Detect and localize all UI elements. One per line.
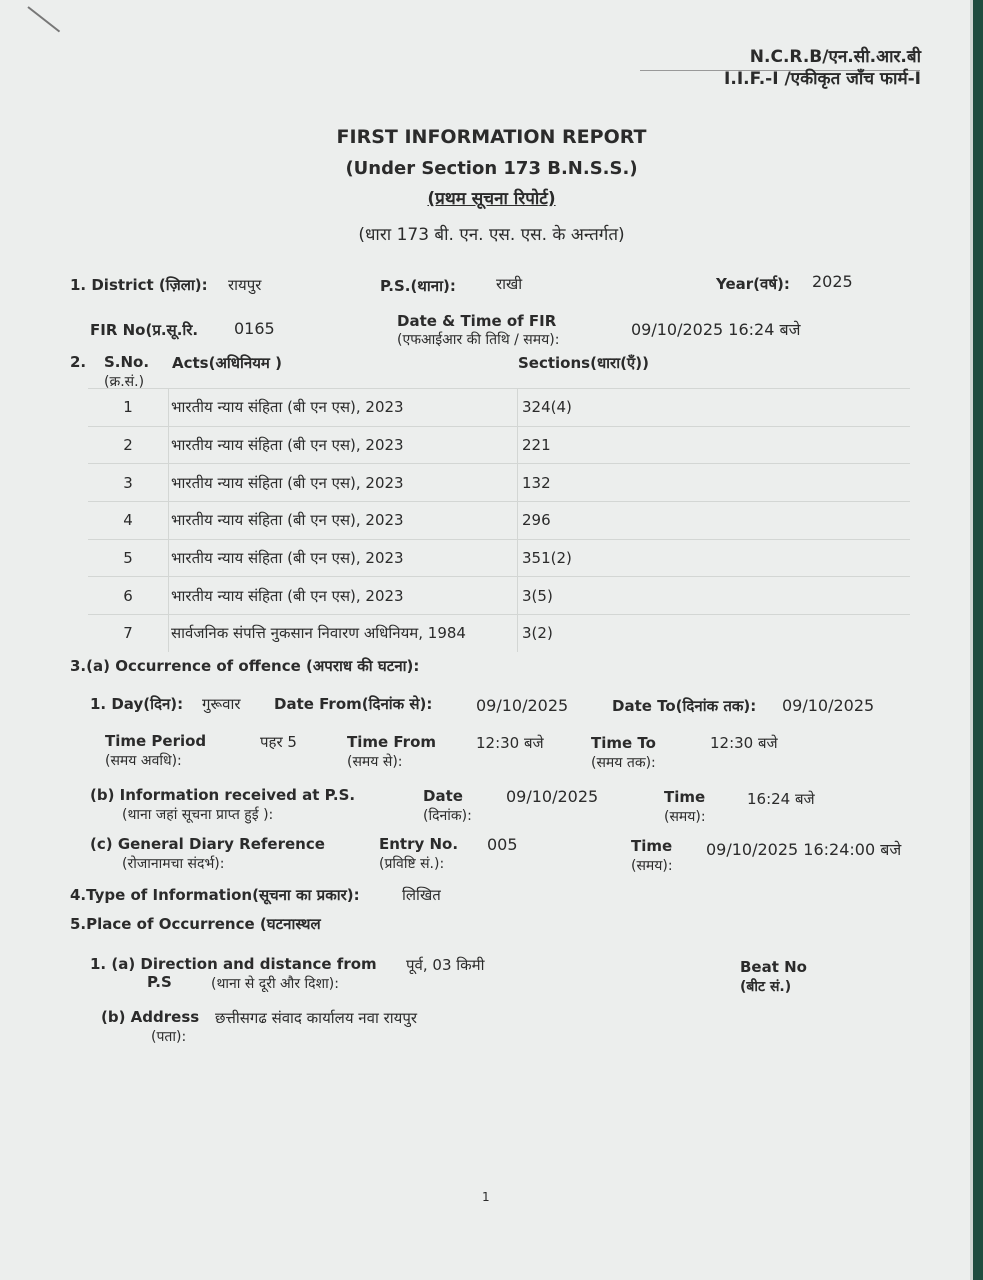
district-value: रायपुर (228, 276, 262, 294)
sections-header: Sections(धारा(एँ)) (518, 354, 649, 372)
acts-table-row (88, 502, 910, 540)
act-section: 296 (518, 502, 911, 540)
time-from-label: Time From (347, 733, 437, 751)
time-to-label: Time To (591, 734, 656, 752)
fir-no-value: 0165 (234, 319, 275, 338)
date-from-label: Date From(दिनांक से): (274, 695, 433, 713)
acts-table-row (88, 577, 910, 615)
acts-table-row (88, 464, 910, 502)
info-date-label: Date (423, 787, 463, 805)
fir-datetime-label-hindi: (एफआईआर की तिथि / समय): (397, 332, 560, 348)
act-name: भारतीय न्याय संहिता (बी एन एस), 2023 (169, 426, 518, 464)
act-section: 3(2) (518, 615, 911, 652)
district-label: 1. District (ज़िला): (70, 276, 208, 294)
act-section: 221 (518, 426, 911, 464)
info-time-value: 16:24 बजे (747, 790, 815, 808)
ps-value: राखी (496, 275, 523, 293)
time-from-value: 12:30 बजे (476, 734, 544, 752)
acts-table-row (88, 615, 910, 652)
page-number: 1 (482, 1190, 490, 1204)
sno-header-hindi: (क्र.सं.) (104, 374, 145, 390)
info-received-label-hindi: (थाना जहां सूचना प्राप्त हुई ): (122, 807, 274, 823)
place-heading: 5.Place of Occurrence (घटनास्थल (70, 915, 321, 933)
date-to-label: Date To(दिनांक तक): (612, 697, 757, 715)
act-name: भारतीय न्याय संहिता (बी एन एस), 2023 (169, 389, 518, 427)
gd-time-label: Time (631, 837, 673, 855)
acts-header: Acts(अधिनियम ) (172, 354, 282, 372)
time-period-label-hindi: (समय अवधि): (105, 753, 182, 769)
date-to-value: 09/10/2025 (782, 696, 875, 715)
report-title-hindi: (प्रथम सूचना रिपोर्ट) (427, 189, 556, 209)
acts-table (88, 388, 910, 652)
act-serial-number: 7 (88, 615, 169, 652)
direction-label-ps: P.S (147, 973, 172, 991)
act-section: 324(4) (518, 389, 911, 427)
iif-header: I.I.F.-I /एकीकृत जाँच फार्म-I (724, 69, 921, 89)
day-value: गुरूवार (202, 695, 241, 713)
report-title: FIRST INFORMATION REPORT (336, 126, 647, 148)
act-serial-number: 3 (88, 464, 169, 502)
type-info-value: लिखित (402, 886, 441, 904)
info-date-value: 09/10/2025 (506, 787, 599, 806)
day-label: 1. Day(दिन): (90, 695, 184, 713)
act-name: सार्वजनिक संपत्ति नुकसान निवारण अधिनियम, 1984 (169, 615, 518, 652)
fir-datetime-label: Date & Time of FIR (397, 312, 557, 330)
ncrb-header: N.C.R.B/एन.सी.आर.बी (749, 47, 921, 67)
date-from-value: 09/10/2025 (476, 696, 569, 715)
info-time-label-hindi: (समय): (664, 809, 706, 825)
direction-label-hindi: (थाना से दूरी और दिशा): (211, 976, 339, 992)
acts-table-row (88, 426, 910, 464)
report-subtitle-hindi: (धारा 173 बी. एन. एस. एस. के अन्तर्गत) (358, 225, 625, 245)
info-time-label: Time (664, 788, 706, 806)
gd-time-value: 09/10/2025 16:24:00 बजे (706, 840, 902, 859)
time-period-label: Time Period (105, 732, 207, 750)
act-serial-number: 4 (88, 502, 169, 540)
act-name: भारतीय न्याय संहिता (बी एन एस), 2023 (169, 464, 518, 502)
gd-entry-label-hindi: (प्रविष्टि सं.): (379, 856, 445, 872)
act-serial-number: 5 (88, 539, 169, 577)
act-serial-number: 2 (88, 426, 169, 464)
year-label: Year(वर्ष): (716, 275, 790, 293)
time-from-label-hindi: (समय से): (347, 754, 403, 770)
address-value: छत्तीसगढ संवाद कार्यालय नवा रायपुर (215, 1009, 417, 1027)
acts-section-number: 2. (70, 353, 87, 371)
beat-no-label-hindi: (बीट सं.) (740, 979, 792, 995)
address-label: (b) Address (101, 1008, 200, 1026)
act-serial-number: 6 (88, 577, 169, 615)
act-section: 351(2) (518, 539, 911, 577)
address-label-hindi: (पता): (151, 1029, 187, 1045)
gd-reference-label: (c) General Diary Reference (90, 835, 325, 853)
pen-mark (27, 6, 60, 32)
act-section: 3(5) (518, 577, 911, 615)
acts-table-row (88, 539, 910, 577)
info-received-label: (b) Information received at P.S. (90, 786, 356, 804)
act-name: भारतीय न्याय संहिता (बी एन एस), 2023 (169, 502, 518, 540)
direction-value: पूर्व, 03 किमी (406, 956, 485, 974)
gd-entry-value: 005 (487, 835, 518, 854)
occurrence-heading: 3.(a) Occurrence of offence (अपराध की घटना): (70, 657, 420, 675)
fir-no-label: FIR No(प्र.सू.रि. (90, 321, 199, 339)
time-period-value: पहर 5 (260, 733, 297, 751)
beat-no-label: Beat No (740, 958, 807, 976)
info-date-label-hindi: (दिनांक): (423, 808, 472, 824)
sno-header: S.No. (104, 353, 150, 371)
gd-time-label-hindi: (समय): (631, 858, 673, 874)
act-name: भारतीय न्याय संहिता (बी एन एस), 2023 (169, 539, 518, 577)
fir-datetime-value: 09/10/2025 16:24 बजे (631, 320, 801, 339)
act-section: 132 (518, 464, 911, 502)
gd-reference-label-hindi: (रोजानामचा संदर्भ): (122, 856, 225, 872)
type-info-label: 4.Type of Information(सूचना का प्रकार): (70, 886, 360, 904)
act-name: भारतीय न्याय संहिता (बी एन एस), 2023 (169, 577, 518, 615)
ps-label: P.S.(थाना): (380, 277, 456, 295)
act-serial-number: 1 (88, 389, 169, 427)
time-to-value: 12:30 बजे (710, 734, 778, 752)
gd-entry-label: Entry No. (379, 835, 459, 853)
year-value: 2025 (812, 272, 853, 291)
time-to-label-hindi: (समय तक): (591, 755, 656, 771)
acts-table-row (88, 389, 910, 427)
report-subtitle: (Under Section 173 B.N.S.S.) (345, 158, 638, 179)
direction-label: 1. (a) Direction and distance from (90, 955, 377, 973)
